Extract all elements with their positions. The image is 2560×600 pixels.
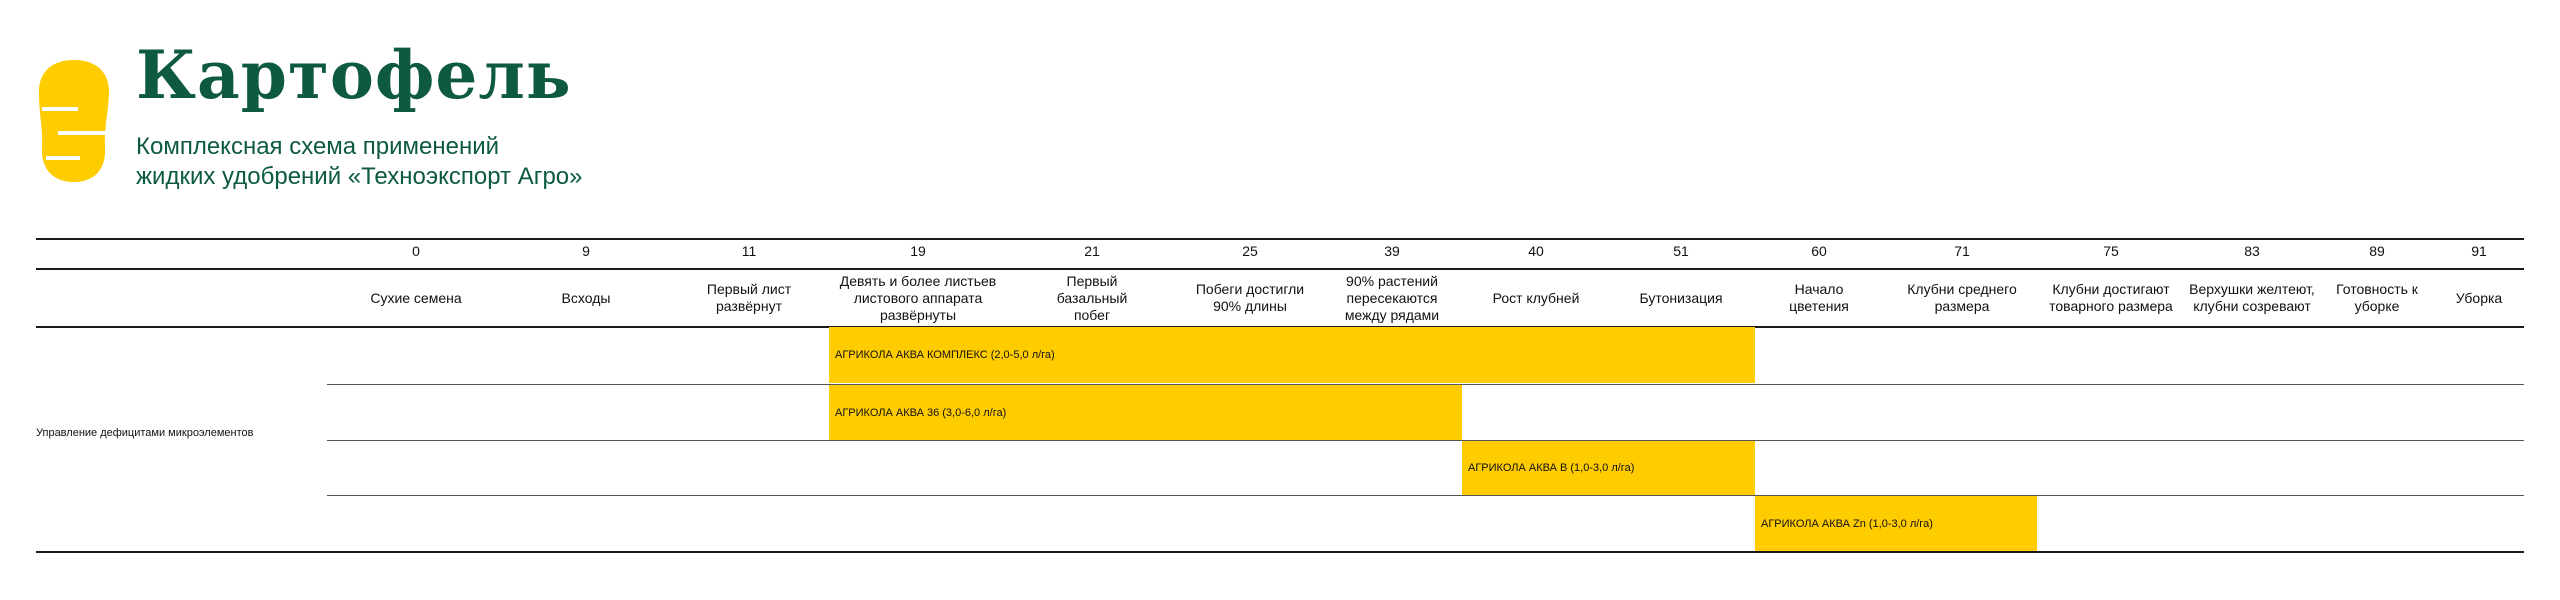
subtitle-line: жидких удобрений «Техноэкспорт Агро»	[136, 163, 583, 190]
subtitle-line: Комплексная схема применений	[136, 133, 500, 160]
stage-number: 39	[1384, 243, 1400, 259]
stage-label: Клубни среднего размера	[1907, 281, 2017, 314]
stage-label: Первый базальный побег	[1056, 272, 1128, 323]
stage-label: Рост клубней	[1492, 289, 1580, 306]
table-bottom-rule	[36, 551, 2524, 553]
product-label: АГРИКОЛА АКВА 36 (3,0-6,0 л/га)	[835, 406, 1007, 419]
stage-number: 9	[582, 243, 590, 259]
section-label: Управление дефицитами микроэлементов	[36, 427, 254, 439]
potato-icon	[36, 58, 112, 184]
row-divider	[327, 440, 2524, 441]
product-label: АГРИКОЛА АКВА Zn (1,0-3,0 л/га)	[1761, 517, 1933, 530]
stage-label: Побеги достигли 90% длины	[1195, 281, 1305, 314]
stage-number: 25	[1242, 243, 1258, 259]
page-subtitle	[136, 132, 836, 192]
stage-number: 21	[1084, 243, 1100, 259]
product-bar	[829, 385, 1462, 440]
stage-label: Сухие семена	[370, 289, 462, 306]
stage-label: Бутонизация	[1639, 289, 1723, 306]
stage-number: 11	[741, 243, 757, 259]
product-label: АГРИКОЛА АКВА B (1,0-3,0 л/га)	[1468, 462, 1635, 474]
stage-label: 90% растений пересекаются между рядами	[1344, 272, 1440, 323]
stage-label: Всходы	[561, 289, 611, 306]
stage-label: Верхушки желтеют, клубни созревают	[2189, 281, 2315, 314]
stage-number: 83	[2244, 243, 2260, 259]
stage-number: 40	[1528, 243, 1544, 259]
stage-label: Готовность к уборке	[2336, 281, 2418, 314]
stage-label: Клубни достигают товарного размера	[2049, 281, 2173, 314]
product-label: АГРИКОЛА АКВА КОМПЛЕКС (2,0-5,0 л/га)	[835, 349, 1055, 361]
table-top-rule	[36, 238, 2524, 240]
stage-label: Начало цветения	[1789, 281, 1849, 314]
stage-number: 71	[1954, 243, 1970, 259]
page-title: Картофель	[136, 36, 572, 114]
stage-label: Первый лист развёрнут	[706, 281, 792, 314]
stage-number: 19	[910, 243, 926, 259]
stage-number: 60	[1811, 243, 1827, 259]
stage-number: 0	[412, 243, 420, 259]
stage-label: Уборка	[2455, 289, 2503, 306]
stage-number: 75	[2103, 243, 2119, 259]
product-bar	[1755, 496, 2037, 551]
row-divider	[327, 495, 2524, 496]
stage-number: 89	[2369, 243, 2385, 259]
stage-number: 51	[1673, 243, 1689, 259]
product-bar	[829, 327, 1755, 383]
product-bar	[1462, 441, 1755, 495]
stage-number: 91	[2471, 243, 2487, 259]
stage-label: Девять и более листьев листового аппарата развёрнуты	[839, 272, 997, 323]
